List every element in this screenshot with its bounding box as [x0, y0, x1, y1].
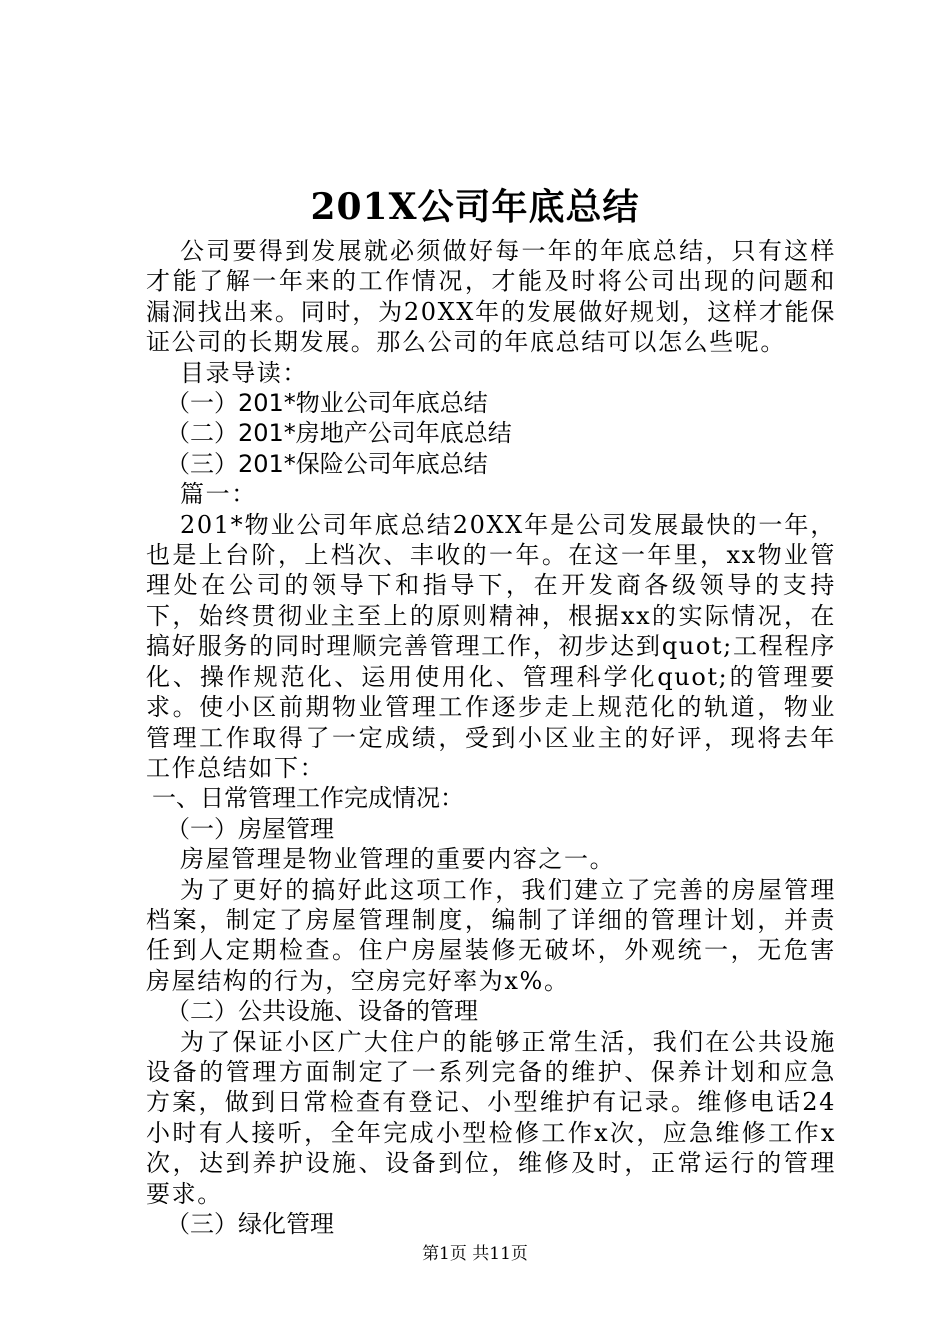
part-intro-paragraph: 201*物业公司年底总结20XX年是公司发展最快的一年，也是上台阶，上档次、丰收的一年。在这一年里，xx物业管理处在公司的领导下和指导下，在开发商各级领导的支持下，始终贯彻业主至上的原则精神，根据xx的实际情况，在搞好服务的同时理顺完善管理工作，初步达到quot;工程程序化、操作规范化、运用使用化、管理科学化quot;的管理要求。使小区前期物业管理工作逐步走上规范化的轨道，物业管理工作取得了一定成绩，受到小区业主的好评，现将去年工作总结如下：	[146, 510, 836, 782]
subsection-heading-1: （一）房屋管理	[166, 814, 334, 843]
subsection-2-paragraph-1: 为了保证小区广大住户的能够正常生活，我们在公共设施设备的管理方面制定了一系列完备的维护、保养计划和应急方案，做到日常检查有登记、小型维护有记录。维修电话24小时有人接听，全年完成小型检修工作x次，应急维修工作x次，达到养护设施、设备到位，维修及时，正常运行的管理要求。	[146, 1027, 836, 1208]
subsection-heading-3: （三）绿化管理	[166, 1210, 334, 1238]
document-title: 201X公司年底总结	[310, 186, 640, 228]
toc-item-2[interactable]: （二）201*房地产公司年底总结	[166, 419, 512, 448]
part-label: 篇一：	[180, 480, 257, 509]
subsection-heading-2: （二）公共设施、设备的管理	[166, 997, 478, 1026]
intro-paragraph: 公司要得到发展就必须做好每一年的年底总结，只有这样才能了解一年来的工作情况，才能及时将公司出现的问题和漏洞找出来。同时，为20XX年的发展做好规划，这样才能保证公司的长期发展。那么公司的年底总结可以怎么些呢。	[146, 237, 836, 357]
toc-item-1[interactable]: （一）201*物业公司年底总结	[166, 389, 488, 418]
toc-item-3[interactable]: （三）201*保险公司年底总结	[166, 449, 488, 478]
page-footer: 第1页 共11页	[422, 1244, 528, 1264]
subsection-1-paragraph-1: 房屋管理是物业管理的重要内容之一。	[180, 845, 616, 874]
subsection-1-paragraph-2: 为了更好的搞好此这项工作，我们建立了完善的房屋管理档案，制定了房屋管理制度，编制了详细的管理计划，并责任到人定期检查。住户房屋装修无破坏，外观统一，无危害房屋结构的行为，空房完好率为x%。	[146, 875, 836, 995]
toc-label: 目录导读：	[180, 358, 308, 387]
document-body	[146, 236, 836, 1239]
section-heading-1: 一、日常管理工作完成情况：	[152, 784, 464, 813]
